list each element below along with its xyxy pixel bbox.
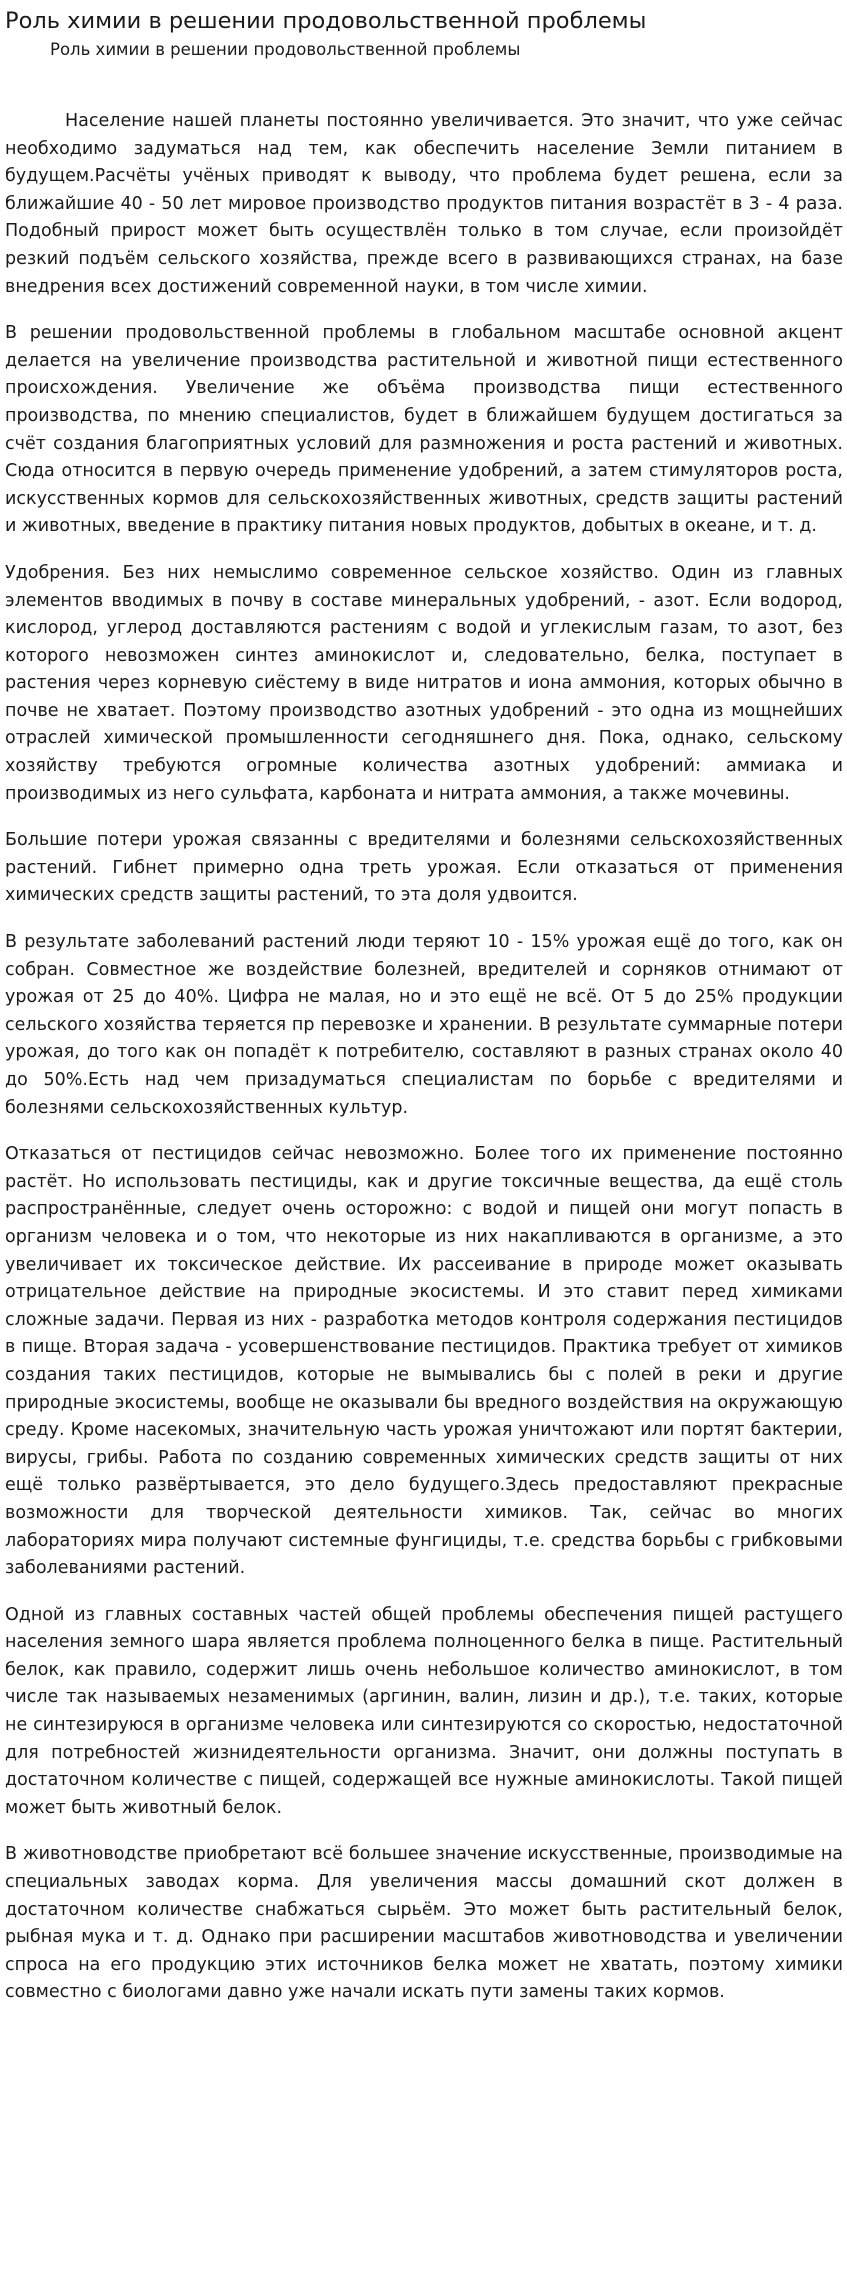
- page-subtitle: Роль химии в решении продовольственной проблемы: [50, 40, 521, 59]
- paragraph-crop-losses: Большие потери урожая связанны с вредителями и болезнями сельскохозяйственных растений. Гибнет примерно одна треть урожая. Если отказаться от применения химических средств защиты растений, то эта доля удвоится.: [5, 830, 843, 906]
- paragraph-intro: Население нашей планеты постоянно увеличивается. Это значит, что уже сейчас необходимо задуматься над тем, как обеспечить население Земли питанием в будущем.Расчёты учёных приводят к выводу, что проблема будет решена, если за ближайшие 40 - 50 лет мировое производство продуктов питания возрастёт в 3 - 4 раза. Подобный прирост может быть осуществлён только в том случае, если произойдёт резкий подъём сельского хозяйства, прежде всего в развивающихся странах, на базе внедрения всех достижений современной науки, в том числе химии.: [5, 111, 843, 297]
- paragraph-global-approach: В решении продовольственной проблемы в глобальном масштабе основной акцент делается на увеличение производства растительной и животной пищи естественного происхождения. Увеличение же объёма производства пищи естественного производства, по мнению специалистов, будет в ближайшем будущем достигаться за счёт создания благоприятных условий для размножения и роста растений и животных. Сюда относится в первую очередь применение удобрений, а затем стимуляторов роста, искусственных кормов для сельскохозяйственных животных, средств защиты растений и животных, введение в практику питания новых продуктов, добытых в океане, и т. д.: [5, 323, 843, 537]
- paragraph-livestock-feed: В животноводстве приобретают всё большее значение искусственные, производимые на специальных заводах корма. Для увеличения массы домашний скот должен в достаточном количестве снабжаться сырьём. Это может быть растительный белок, рыбная мука и т. д. Однако при расширении масштабов животноводства и увеличении спроса на его продукцию этих источников белка может не хватать, поэтому химики совместно с биологами давно уже начали искать пути замены таких кормов.: [5, 1844, 843, 2003]
- paragraph-disease-losses: В результате заболеваний растений люди теряют 10 - 15% урожая ещё до того, как он собран. Совместное же воздействие болезней, вредителей и сорняков отнимают от урожая от 25 до 40%. Цифра не малая, но и это ещё не всё. От 5 до 25% продукции сельского хозяйства теряется пр перевозке и хранении. В результате суммарные потери урожая, до того как он попадёт к потребителю, составляют в разных странах около 40 до 50%.Есть над чем призадуматься специалистам по борьбе с вредителями и болезнями сельскохозяйственных культур.: [5, 932, 843, 1118]
- article-body: [5, 108, 843, 2007]
- paragraph-fertilizers: Удобрения. Без них немыслимо современное сельское хозяйство. Один из главных элементов вводимых в почву в составе минеральных удобрений, - азот. Если водород, кислород, углерод доставляются растениям с водой и углекислым газам, то азот, без которого невозможен синтез аминокислот и, следовательно, белка, поступает в растения через корневую сиёстему в виде нитратов и иона аммония, которых обычно в почве не хватает. Поэтому производство азотных удобрений - это одна из мощнейших отраслей химической промышленности сегодняшнего дня. Пока, однако, сельскому хозяйству требуются огромные количества азотных удобрений: аммиака и производимых из него сульфата, карбоната и нитрата аммония, а также мочевины.: [5, 562, 843, 804]
- paragraph-pesticides: Отказаться от пестицидов сейчас невозможно. Более того их применение постоянно растёт. Но использовать пестициды, как и другие токсичные вещества, да ещё столь распространённые, следует очень осторожно: с водой и пищей они могут попасть в организм человека и о том, что некоторые из них накапливаются в организме, а это увеличивает их токсическое действие. Их рассеивание в природе может оказывать отрицательное действие на природные экосистемы. И это ставит перед химиками сложные задачи. Первая из них - разработка методов контроля содержания пестицидов в пище. Вторая задача - усовершенствование пестицидов. Практика требует от химиков создания таких пестицидов, которые не вымывались бы с полей в реки и другие природные экосистемы, вообще не оказывали бы вредного воздействия на окружающую среду. Кроме насекомых, значительную часть урожая уничтожают или портят бактерии, вирусы, грибы. Работа по созданию современных химических средств защиты от них ещё только развёртывается, это дело будущего.Здесь предоставляют прекрасные возможности для творческой деятельности химиков. Так, сейчас во многих лабораториях мира получают системные фунгициды, т.е. средства борьбы с грибковыми заболеваниями растений.: [5, 1144, 843, 1579]
- paragraph-protein: Одной из главных составных частей общей проблемы обеспечения пищей растущего населения земного шара является проблема полноценного белка в пище. Растительный белок, как правило, содержит лишь очень небольшое количество аминокислот, в том числе так называемых незаменимых (аргинин, валин, лизин и др.), т.е. таких, которые не синтезируюся в организме человека или синтезируются со скоростью, недостаточной для потребностей жизнидеятельности организма. Значит, они должны поступать в достаточном количестве с пищей, содержащей все нужные аминокислоты. Такой пищей может быть животный белок.: [5, 1604, 843, 1818]
- page-title: Роль химии в решении продовольственной проблемы: [5, 8, 647, 34]
